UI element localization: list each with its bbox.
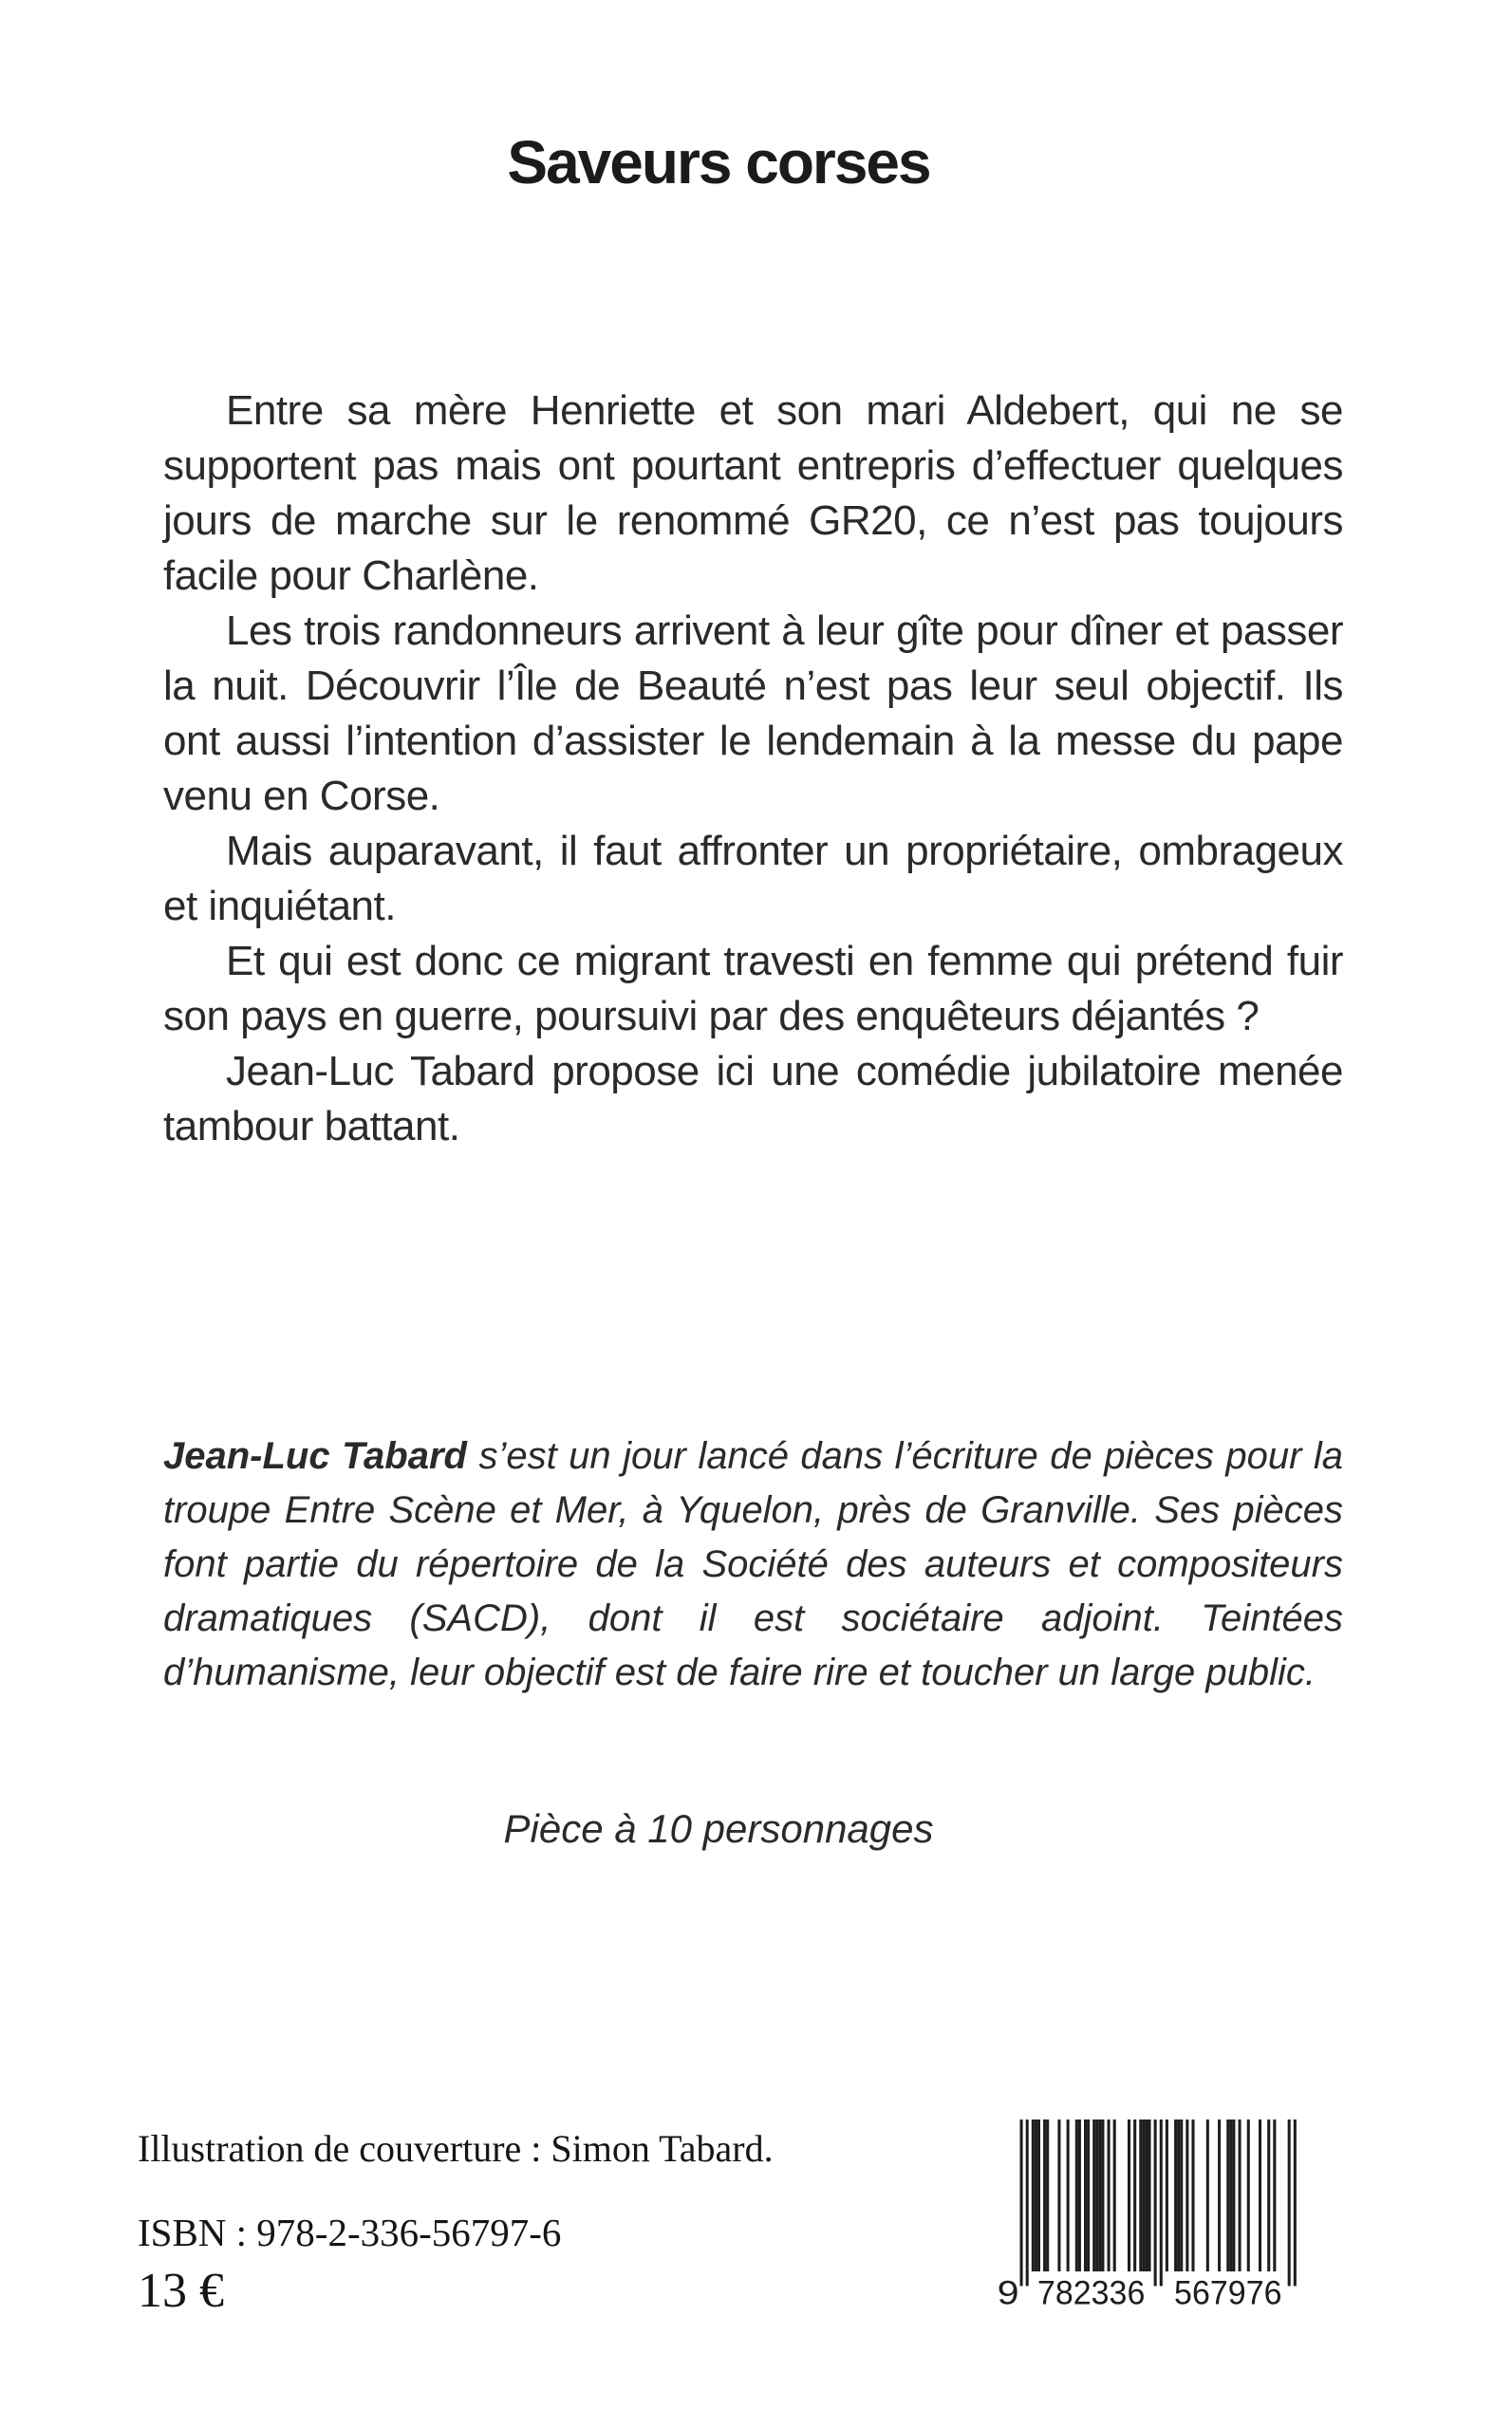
isbn-label: ISBN : 978-2-336-56797-6 [138,2211,562,2254]
author-bio [163,1429,1343,1700]
cast-size-note: Pièce à 10 personnages [503,1806,934,1851]
synopsis-paragraph: Les trois randonneurs arrivent à leur gîte pour dîner et passer la nuit. Découvrir l’Île de Beauté n’est pas leur seul objectif. Ils ont aussi l’intention d’assister le lendemain à la messe du pape venu en Corse. [163,607,1343,819]
synopsis-paragraph: Jean-Luc Tabard propose ici une comédie jubilatoire menée tambour battant. [163,1048,1343,1149]
synopsis-paragraph: Mais auparavant, il faut affronter un propriétaire, ombrageux et inquiétant. [163,828,1343,929]
svg-text:9: 9 [997,2274,1019,2306]
synopsis-block [163,383,1343,1154]
svg-text:567976: 567976 [1174,2274,1282,2306]
price-label: 13 € [138,2264,224,2318]
author-name: Jean-Luc Tabard [163,1435,467,1477]
book-title: Saveurs corses [507,128,930,196]
synopsis-paragraph: Entre sa mère Henriette et son mari Aldebert, qui ne se supportent pas mais ont pourtant entrepris d’effectuer quelques jours de marche sur le renommé GR20, ce n’est pas toujours facile pour Charlène. [163,387,1343,599]
author-bio-text: s’est un jour lancé dans l’écriture de pièces pour la troupe Entre Scène et Mer, à Yquelon, près de Granville. Ses pièces font partie du répertoire de la Société des auteurs et compositeurs dramatiques (SACD), dont il est sociétaire adjoint. Teintées d’humanisme, leur objectif est de faire rire et toucher un large public. [163,1435,1343,1693]
synopsis-paragraph: Et qui est donc ce migrant travesti en femme qui prétend fuir son pays en guerre, poursuivi par des enquêteurs déjantés ? [163,938,1343,1039]
ean13-barcode [997,2120,1302,2306]
svg-text:782336: 782336 [1036,2274,1146,2306]
illustration-credit: Illustration de couverture : Simon Tabard. [138,2127,774,2170]
